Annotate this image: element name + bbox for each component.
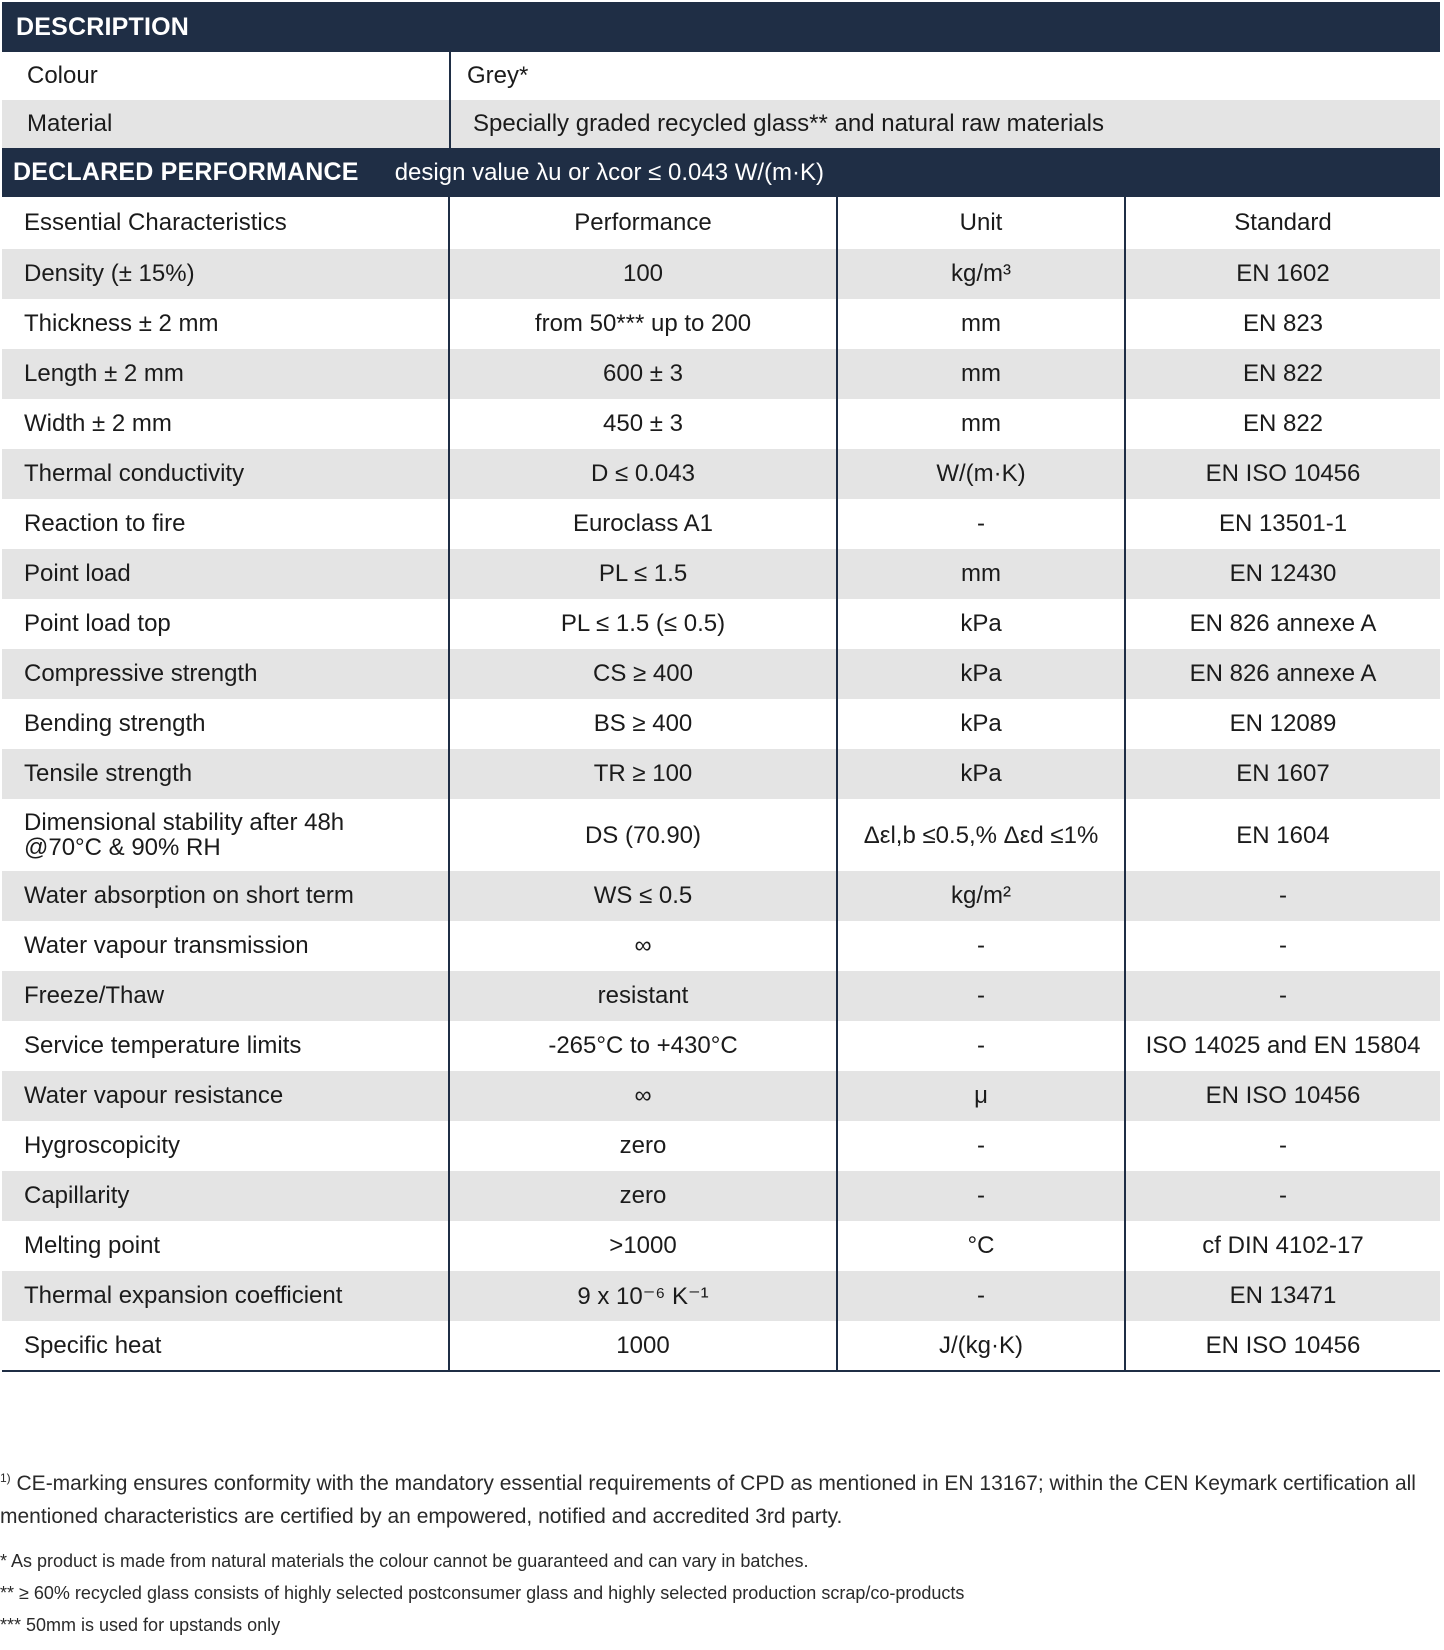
standard-cell: EN 826 annexe A — [1189, 610, 1377, 637]
unit-cell: - — [837, 1171, 1125, 1221]
table-row — [2, 1121, 1440, 1171]
performance-cell: >1000 — [449, 1221, 837, 1271]
standard-cell: EN 12089 — [1229, 710, 1337, 737]
standard-cell: - — [1125, 871, 1440, 921]
column-header: Performance — [449, 197, 837, 249]
unit-cell: J/(kg·K) — [837, 1321, 1125, 1371]
standard-cell: ISO 14025 and EN 15804 — [1145, 1032, 1421, 1059]
characteristic-cell: Point load — [2, 549, 449, 599]
characteristic-line: Dimensional stability after 48h — [24, 809, 345, 836]
description-label: Colour — [2, 52, 451, 100]
table-row — [2, 449, 1440, 499]
standard-cell: EN 823 — [1242, 310, 1324, 337]
performance-cell: PL ≤ 1.5 — [449, 549, 837, 599]
footnotes — [0, 1462, 1440, 1641]
table-row — [2, 1221, 1440, 1271]
performance-cell: ∞ — [449, 921, 837, 971]
unit-cell: kPa — [837, 599, 1125, 649]
performance-cell: DS (70.90) — [449, 799, 837, 871]
table-row — [2, 1321, 1440, 1371]
unit-cell: mm — [837, 549, 1125, 599]
table-row — [2, 921, 1440, 971]
table-row — [2, 249, 1440, 299]
performance-cell: 100 — [449, 249, 837, 299]
description-row-material — [2, 100, 1440, 148]
datasheet — [2, 2, 1440, 1372]
characteristic-cell: Tensile strength — [2, 749, 449, 799]
performance-cell: Euroclass A1 — [449, 499, 837, 549]
performance-cell: 1000 — [449, 1321, 837, 1371]
characteristic-cell: Thermal expansion coefficient — [2, 1271, 449, 1321]
unit-cell: mm — [837, 299, 1125, 349]
unit-cell: kPa — [837, 749, 1125, 799]
column-header: Unit — [837, 197, 1125, 249]
description-label: Material — [2, 100, 451, 148]
ce-footnote — [0, 1462, 1440, 1533]
performance-cell: D ≤ 0.043 — [449, 449, 837, 499]
table-row — [2, 349, 1440, 399]
characteristic-cell: Length ± 2 mm — [2, 349, 449, 399]
performance-title: DECLARED PERFORMANCE — [13, 158, 359, 186]
table-row — [2, 871, 1440, 921]
characteristic-cell: Service temperature limits — [2, 1021, 449, 1071]
unit-cell: μ — [837, 1071, 1125, 1121]
performance-cell: zero — [449, 1171, 837, 1221]
characteristic-cell: Water absorption on short term — [2, 871, 449, 921]
footnote-recycled-glass: ** ≥ 60% recycled glass consists of highly selected postconsumer glass and highly selected production scrap/co-products — [0, 1583, 965, 1603]
table-row — [2, 699, 1440, 749]
unit-cell: - — [837, 1021, 1125, 1071]
standard-cell: EN 822 — [1125, 349, 1440, 399]
characteristic-cell: Melting point — [2, 1221, 449, 1271]
standard-cell: EN ISO 10456 — [1125, 1321, 1440, 1371]
table-row — [2, 399, 1440, 449]
unit-cell: - — [837, 921, 1125, 971]
characteristic-cell: Bending strength — [2, 699, 449, 749]
table-row — [2, 749, 1440, 799]
performance-cell: PL ≤ 1.5 (≤ 0.5) — [449, 599, 837, 649]
description-title: DESCRIPTION — [16, 12, 190, 41]
footnote-text: CE-marking ensures conformity with the mandatory essential requirements of CPD as mentioned in EN 13167; within the CEN Keymark certification all mentioned characteristics are certified by an empowered, notified and accredited 3rd party. — [0, 1472, 1416, 1528]
unit-cell: - — [837, 1121, 1125, 1171]
unit-cell: - — [837, 1271, 1125, 1321]
characteristic-cell: Water vapour transmission — [2, 921, 449, 971]
characteristic-cell: Specific heat — [2, 1321, 449, 1371]
characteristic-cell: Point load top — [2, 599, 449, 649]
characteristic-cell: Capillarity — [2, 1171, 449, 1221]
table-row — [2, 971, 1440, 1021]
performance-cell: 9 x 10⁻⁶ K⁻¹ — [449, 1271, 837, 1321]
standard-cell: - — [1279, 1132, 1287, 1159]
performance-cell: CS ≥ 400 — [449, 649, 837, 699]
unit-cell: - — [837, 499, 1125, 549]
performance-cell: 600 ± 3 — [449, 349, 837, 399]
table-header-row — [2, 197, 1440, 249]
table-row — [2, 299, 1440, 349]
performance-cell: WS ≤ 0.5 — [449, 871, 837, 921]
footnote-upstands: *** 50mm is used for upstands only — [0, 1615, 281, 1635]
standard-cell: - — [1279, 932, 1287, 959]
unit-cell: °C — [837, 1221, 1125, 1271]
standard-cell: EN 822 — [1242, 410, 1324, 437]
standard-cell: EN 13501-1 — [1218, 510, 1348, 537]
standard-cell: - — [1125, 971, 1440, 1021]
description-value: Specially graded recycled glass** and natural raw materials — [473, 110, 1104, 137]
table-row — [2, 1271, 1440, 1321]
performance-header — [2, 148, 1440, 197]
standard-cell: cf DIN 4102-17 — [1202, 1232, 1364, 1259]
unit-cell: kPa — [837, 699, 1125, 749]
standard-cell: EN ISO 10456 — [1125, 1071, 1440, 1121]
table-row — [2, 1071, 1440, 1121]
performance-subtitle: design value λu or λcor ≤ 0.043 W/(m·K) — [394, 158, 825, 186]
standard-cell: - — [1125, 1171, 1440, 1221]
footnote-colour: * As product is made from natural materials the colour cannot be guaranteed and can vary in batches. — [0, 1551, 809, 1571]
unit-cell: Δεl,b ≤0.5,% Δεd ≤1% — [837, 799, 1125, 871]
standard-cell: EN ISO 10456 — [1125, 449, 1440, 499]
standard-cell: EN 826 annexe A — [1125, 649, 1440, 699]
unit-cell: kg/m² — [837, 871, 1125, 921]
column-header: Standard — [1234, 209, 1332, 236]
standard-cell: EN 1602 — [1125, 249, 1440, 299]
performance-cell: -265°C to +430°C — [449, 1021, 837, 1071]
performance-table — [2, 197, 1440, 1372]
unit-cell: kPa — [837, 649, 1125, 699]
unit-cell: W/(m·K) — [837, 449, 1125, 499]
description-value: Grey* — [467, 62, 529, 89]
unit-cell: - — [837, 971, 1125, 1021]
table-row — [2, 649, 1440, 699]
performance-cell: BS ≥ 400 — [449, 699, 837, 749]
unit-cell: kg/m³ — [837, 249, 1125, 299]
table-row — [2, 1021, 1440, 1071]
performance-cell: from 50*** up to 200 — [449, 299, 837, 349]
standard-cell: EN 13471 — [1125, 1271, 1440, 1321]
standard-cell: EN 12430 — [1125, 549, 1440, 599]
unit-cell: mm — [837, 399, 1125, 449]
footnote-marker: 1) — [0, 1471, 11, 1485]
unit-cell: mm — [837, 349, 1125, 399]
description-row-colour — [2, 52, 1440, 100]
performance-cell: ∞ — [449, 1071, 837, 1121]
performance-cell: resistant — [449, 971, 837, 1021]
table-row — [2, 799, 1440, 871]
characteristic-cell: Reaction to fire — [2, 499, 449, 549]
standard-cell: EN 1607 — [1125, 749, 1440, 799]
table-row — [2, 549, 1440, 599]
characteristic-cell: Thermal conductivity — [2, 449, 449, 499]
characteristic-cell: Freeze/Thaw — [2, 971, 449, 1021]
characteristic-cell: Compressive strength — [2, 649, 449, 699]
table-row — [2, 499, 1440, 549]
table-row — [2, 599, 1440, 649]
table-row — [2, 1171, 1440, 1221]
performance-cell: 450 ± 3 — [449, 399, 837, 449]
characteristic-cell: Water vapour resistance — [2, 1071, 449, 1121]
column-header: Essential Characteristics — [2, 197, 449, 249]
characteristic-cell: Hygroscopicity — [2, 1121, 449, 1171]
performance-cell: TR ≥ 100 — [449, 749, 837, 799]
characteristic-cell: Density (± 15%) — [2, 249, 449, 299]
standard-cell: EN 1604 — [1236, 821, 1330, 849]
description-header — [2, 2, 1440, 52]
performance-cell: zero — [449, 1121, 837, 1171]
characteristic-cell: Width ± 2 mm — [2, 399, 449, 449]
characteristic-cell — [2, 799, 449, 871]
characteristic-line: @70°C & 90% RH — [24, 834, 221, 861]
characteristic-cell: Thickness ± 2 mm — [2, 299, 449, 349]
